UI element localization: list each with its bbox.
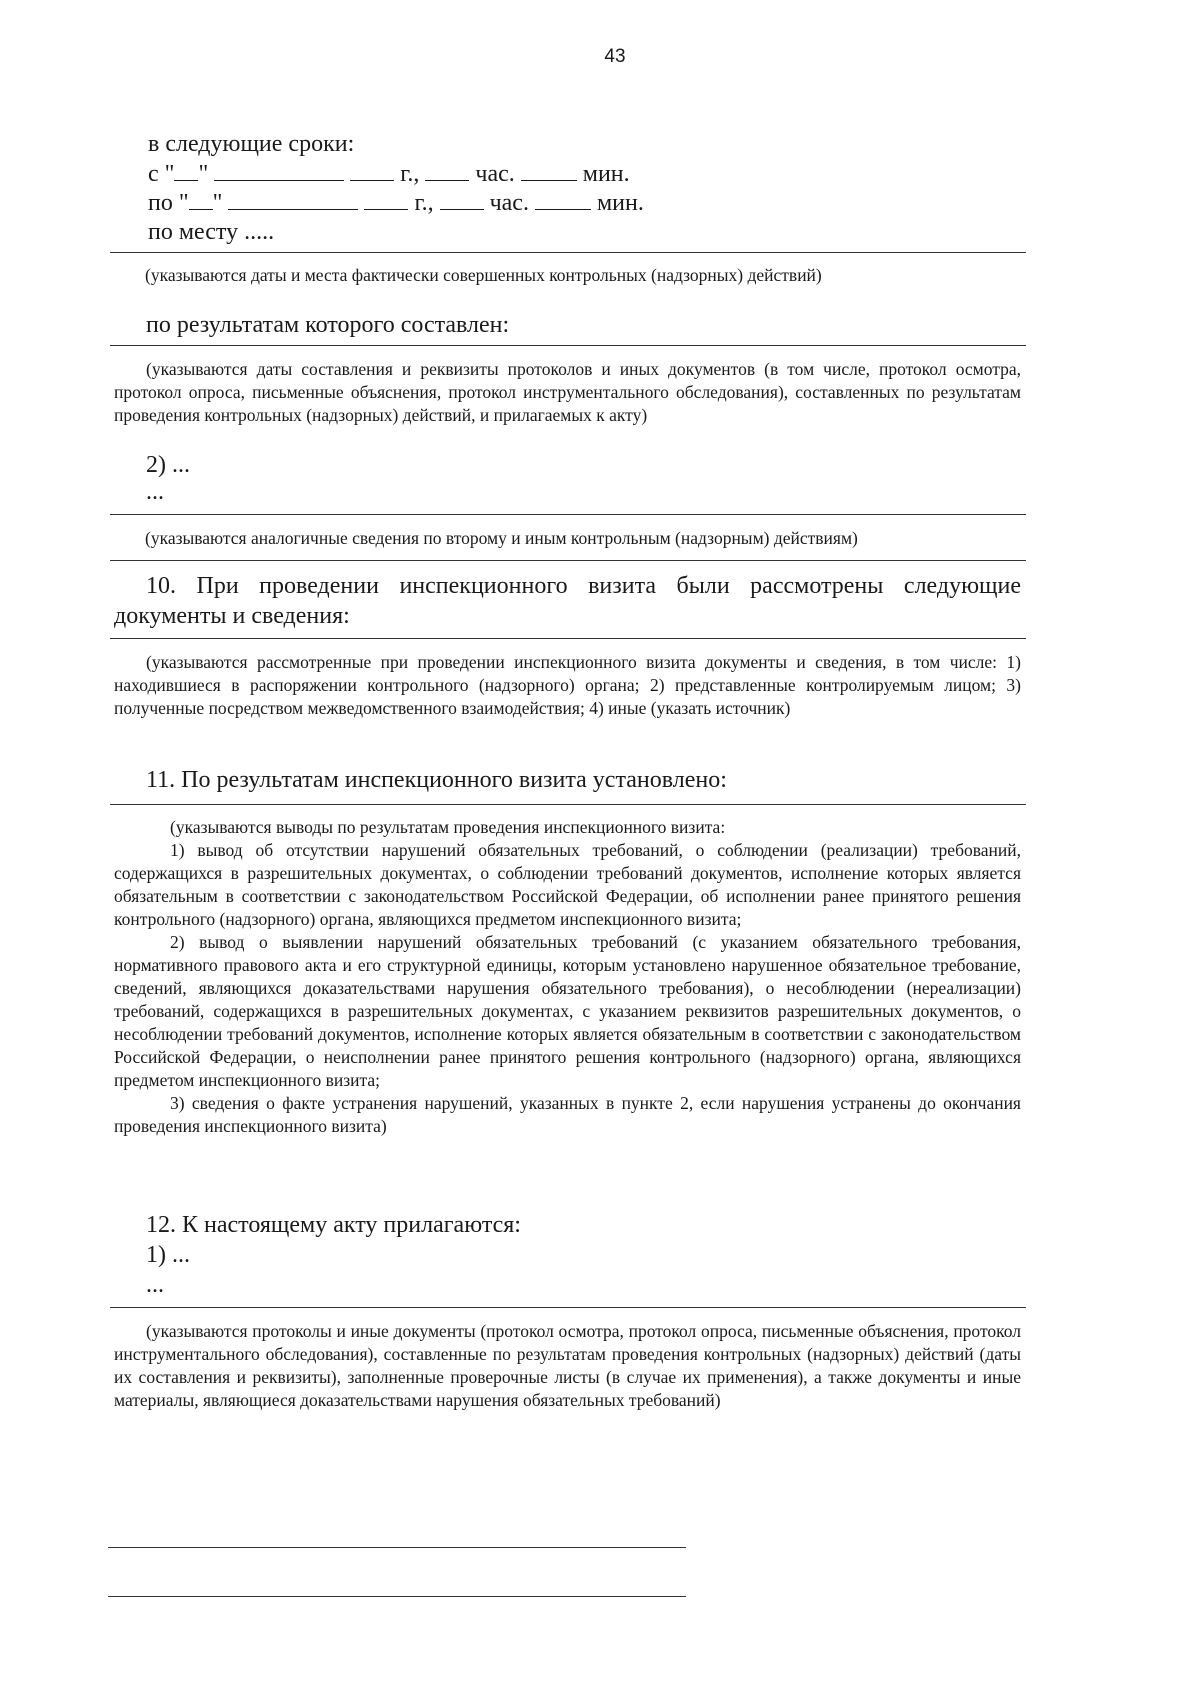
- from-day-blank: [174, 160, 198, 181]
- terms-label: в следующие сроки:: [148, 131, 355, 157]
- to-date-line: [148, 189, 644, 218]
- results-label: по результатам которого составлен:: [146, 312, 510, 338]
- from-prefix: с ": [148, 161, 175, 187]
- from-hour-label: час.: [475, 161, 515, 187]
- page-number: 43: [604, 46, 626, 67]
- to-year-suffix: г.,: [414, 190, 434, 216]
- place-label: по месту .....: [148, 219, 275, 245]
- note-protocols: (указываются даты составления и реквизиты протоколов и иных документов (в том числе, протокол осмотра, протокол опроса, письменные объяснения, протокол инструментального обследования), составленных по результатам проведения контрольных (надзорных) действий, и прилагаемых к акту): [114, 359, 1021, 425]
- to-month-blank: [228, 189, 358, 210]
- from-hour-blank: [425, 160, 469, 181]
- to-day-blank: [189, 189, 213, 210]
- from-minute-blank: [521, 160, 577, 181]
- divider-rule: [110, 514, 1026, 515]
- note-dates-places: (указываются даты и места фактически совершенных контрольных (надзорных) действий): [145, 265, 822, 285]
- to-minute-blank: [535, 189, 591, 210]
- from-year-suffix: г.,: [400, 161, 420, 187]
- note-section-12: (указываются протоколы и иные документы (протокол осмотра, протокол опроса, письменные объяснения, протокол инструментального обследования), составленные по результатам проведения контрольных (надзорных) действий (даты их составления и реквизиты), заполненные проверочные листы (в случае их применения), а также документы и иные материалы, являющиеся доказательствами нарушения обязательных требований): [114, 1321, 1021, 1410]
- item-2: 2) ...: [146, 452, 190, 478]
- section-10-heading: 10. При проведении инспекционного визита были рассмотрены следующие документы и сведения:: [114, 573, 1021, 629]
- divider-rule: [110, 560, 1026, 561]
- note-section-10: (указываются рассмотренные при проведении инспекционного визита документы и сведения, в том числе: 1) находившиеся в распоряжении контрольного (надзорного) органа; 2) представленные контролируемым лицом; 3) полученные посредством межведомственного взаимодействия; 4) иные (указать источник): [114, 652, 1021, 718]
- note-section-11-p1: 1) вывод об отсутствии нарушений обязательных требований, о соблюдении (реализации) требований, содержащихся в разрешительных документах, о соблюдении требований документов, исполнение которых является обязательным в соответствии с законодательством Российской Федерации, об исполнении ранее принятого решения контрольного (надзорного) органа, являющихся предметом инспекционного визита;: [114, 840, 1021, 929]
- divider-rule: [110, 638, 1026, 639]
- note-analogous: (указываются аналогичные сведения по второму и иным контрольным (надзорным) действиям): [145, 528, 858, 548]
- note-section-11-p2: 2) вывод о выявлении нарушений обязательных требований (с указанием обязательного требования, нормативного правового акта и его структурной единицы, которым установлено нарушенное обязательное требование, сведений, являющихся доказательствами нарушения обязательного требования), о несоблюдении (нереализации) требований, содержащихся в разрешительных документах, с указанием реквизитов разрешительных документов, о несоблюдении требований документов, исполнение которых является обязательным в соответствии с законодательством Российской Федерации, о неисполнении ранее принятого решения контрольного (надзорного) органа, являющихся предметом инспекционного визита;: [114, 932, 1021, 1090]
- ellipsis: ...: [146, 479, 164, 505]
- note-section-11: [114, 816, 1021, 1138]
- to-quote-close: ": [212, 190, 223, 216]
- from-minute-label: мин.: [582, 161, 630, 187]
- note-section-11-p3: 3) сведения о факте устранения нарушений, указанных в пункте 2, если нарушения устранены до окончания проведения инспекционного визита): [114, 1093, 1021, 1136]
- divider-rule: [110, 345, 1026, 346]
- divider-rule: [110, 804, 1026, 805]
- from-date-line: [148, 160, 630, 189]
- divider-rule: [110, 1307, 1026, 1308]
- to-prefix: по ": [148, 190, 189, 216]
- from-year-blank: [350, 160, 394, 181]
- section-12-heading: 12. К настоящему акту прилагаются:: [146, 1212, 521, 1238]
- to-minute-label: мин.: [596, 190, 644, 216]
- from-month-blank: [214, 160, 344, 181]
- signature-line: [108, 1547, 686, 1548]
- from-quote-close: ": [198, 161, 209, 187]
- signature-line: [108, 1596, 686, 1597]
- ellipsis: ...: [146, 1272, 164, 1298]
- to-year-blank: [364, 189, 408, 210]
- to-hour-blank: [440, 189, 484, 210]
- to-hour-label: час.: [489, 190, 529, 216]
- note-section-11-intro: (указываются выводы по результатам проведения инспекционного визита:: [170, 817, 726, 837]
- section-11-heading: 11. По результатам инспекционного визита установлено:: [146, 767, 727, 793]
- item-1: 1) ...: [146, 1242, 190, 1268]
- divider-rule: [110, 252, 1026, 253]
